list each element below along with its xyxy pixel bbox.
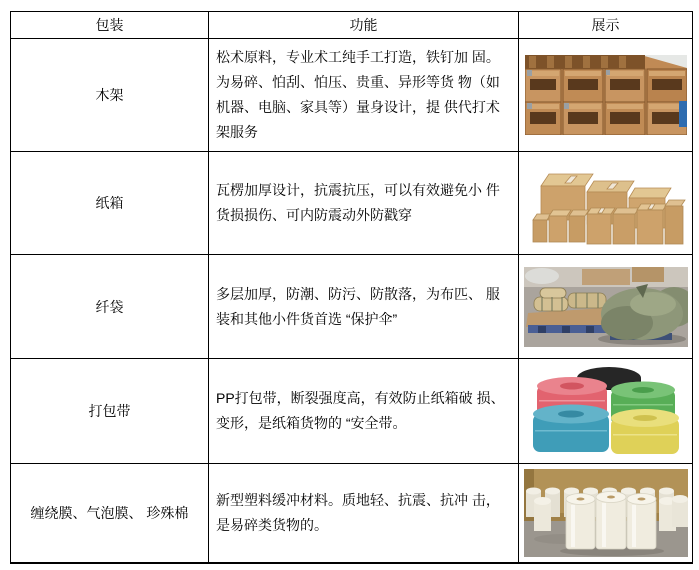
packaging-table xyxy=(10,11,693,564)
function-text: 松术原料，专业术工纯手工打造，铁钉加 固。为易碎、怕刮、怕压、贵重、异形等货 物（如机器、电脑、家具等）量身设计，提 供代打术架服务 xyxy=(209,39,519,152)
col-header-packaging: 包装 xyxy=(11,12,209,39)
photo-cell xyxy=(519,359,693,464)
photo-cell xyxy=(519,39,693,152)
photo-cell xyxy=(519,152,693,255)
packaging-name: 缠绕膜、气泡膜、 珍殊棉 xyxy=(11,464,209,563)
table-row xyxy=(11,39,693,152)
photo-cell xyxy=(519,255,693,359)
table-row xyxy=(11,152,693,255)
packaging-name: 纤袋 xyxy=(11,255,209,359)
packaging-name: 打包带 xyxy=(11,359,209,464)
photo-wooden-crates xyxy=(525,55,687,135)
photo-stretch-film-rolls xyxy=(524,469,688,557)
packaging-name: 木架 xyxy=(11,39,209,152)
function-text: PP打包带，断裂强度高，有效防止纸箱破 损、变形，是纸箱货物的 “安全带。 xyxy=(209,359,519,464)
photo-woven-bags xyxy=(524,267,688,347)
function-text: 多层加厚，防潮、防污、防散落，为布匹、 服装和其他小件货首选 “保护伞” xyxy=(209,255,519,359)
function-text: 瓦楞加厚设计，抗震抗压，可以有效避免小 件货损损伤、可内防震动外防戳穿 xyxy=(209,152,519,255)
packaging-name: 纸箱 xyxy=(11,152,209,255)
col-header-display: 展示 xyxy=(519,12,693,39)
table-row xyxy=(11,464,693,563)
function-text: 新型塑料缓冲材料。质地轻、抗震、抗冲 击，是易碎类货物的。 xyxy=(209,464,519,563)
photo-cell xyxy=(519,464,693,563)
photo-strapping-rolls xyxy=(525,364,687,458)
header-row xyxy=(11,12,693,39)
photo-cardboard-boxes xyxy=(525,156,687,250)
col-header-function: 功能 xyxy=(209,12,519,39)
table-row xyxy=(11,255,693,359)
table-row xyxy=(11,359,693,464)
